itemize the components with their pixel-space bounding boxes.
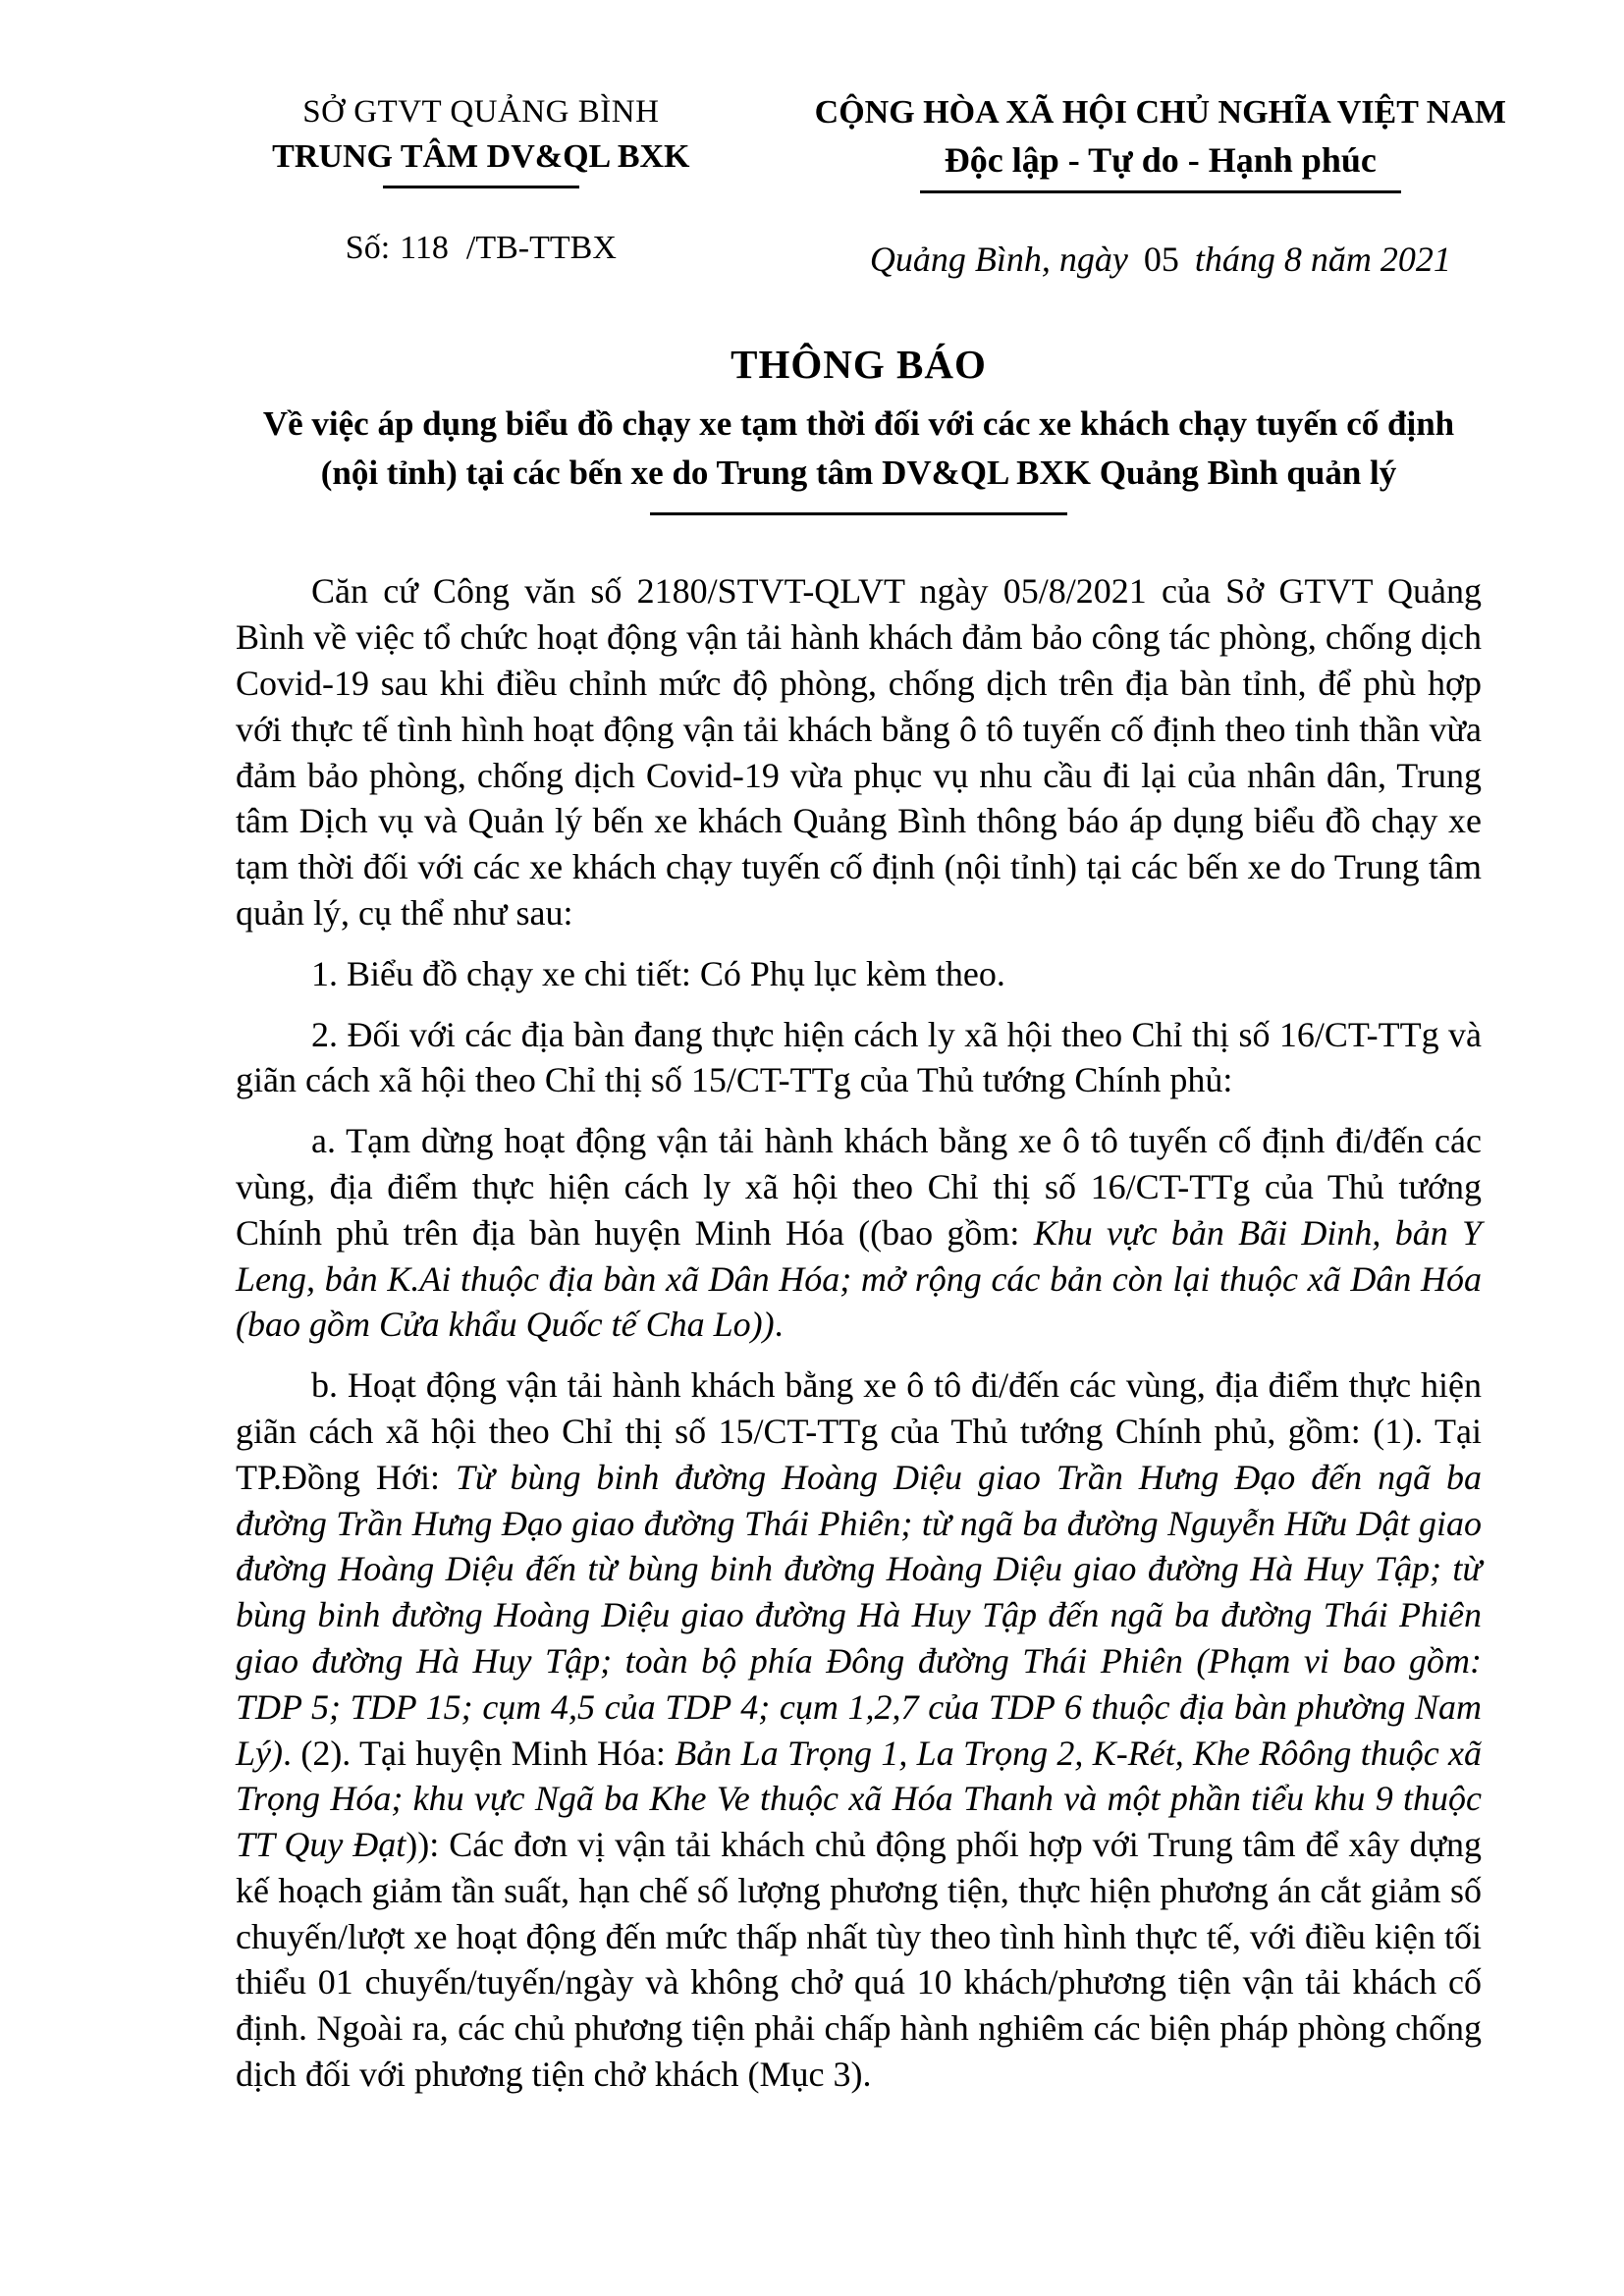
paragraph-item-1: 1. Biểu đồ chạy xe chi tiết: Có Phụ lục kèm theo. xyxy=(311,953,1005,993)
issuer-parent-org: SỞ GTVT QUẢNG BÌNH xyxy=(302,94,660,130)
paragraph-item-2a xyxy=(236,1118,1482,1348)
issuer-divider xyxy=(383,186,579,188)
issuer-block xyxy=(147,94,815,280)
document-header xyxy=(0,0,1624,280)
text-run: a. Tạm dừng hoạt động vận tải hành khách bằng xe ô tô tuyến cố định đi/đến các vùng, địa điểm thực hiện cách ly xã hội theo Chỉ thị số 16/CT-TTg của Thủ tướng Chính phủ trên địa bàn huyện Minh Hóa ((bao gồm: xyxy=(236,1121,1482,1253)
place-date-line xyxy=(815,239,1506,280)
doc-number-line xyxy=(147,230,815,267)
motto-divider xyxy=(920,190,1401,193)
date-day: 05 xyxy=(1143,240,1179,279)
text-run-italic: Bản La Trọng 1, La Trọng 2, K-Rét, Khe Rôông thuộc xã Trọng Hóa; khu vực Ngã ba Khe Ve thuộc xã Hóa Thanh và một phần tiểu khu 9 thuộc TT Quy Đạt xyxy=(236,1733,1482,1865)
text-run: )): Các đơn vị vận tải khách chủ động phối hợp với Trung tâm để xây dựng kế hoạch giảm tần suất, hạn chế số lượng phương tiện, thực hiện phương án cắt giảm số chuyến/lượt xe hoạt động đến mức thấp nhất tùy theo tình hình thực tế, với điều kiện tối thiểu 01 chuyến/tuyến/ngày và không chở quá 10 khách/phương tiện vận tải khách cố định. Ngoài ra, các chủ phương tiện phải chấp hành nghiêm các biện pháp phòng chống dịch đối với phương tiện chở khách (Mục 3). xyxy=(236,1825,1482,2095)
text-run-italic: Từ bùng binh đường Hoàng Diệu giao Trần Hưng Đạo đến ngã ba đường Trần Hưng Đạo giao đường Thái Phiên; từ ngã ba đường Nguyễn Hữu Dật giao đường Hoàng Diệu đến từ bùng binh đường Hoàng Diệu giao đường Hà Huy Tập; từ bùng binh đường Hoàng Diệu giao đường Hà Huy Tập đến ngã ba đường Thái Phiên giao đường Hà Huy Tập; toàn bộ phía Đông đường Thái Phiên (Phạm vi bao gồm: TDP 5; TDP 15; cụm 4,5 của TDP 4; cụm 1,2,7 của TDP 6 thuộc địa bàn phường Nam Lý) xyxy=(236,1457,1482,1773)
paragraph-item-2: 2. Đối với các địa bàn đang thực hiện cách ly xã hội theo Chỉ thị số 16/CT-TTg và giãn cách xã hội theo Chỉ thị số 15/CT-TTg của Thủ tướng Chính phủ: xyxy=(236,1014,1482,1100)
national-motto: Độc lập - Tự do - Hạnh phúc xyxy=(944,140,1377,180)
doc-number-value: 118 xyxy=(400,230,449,266)
doc-number-label: Số: xyxy=(345,230,391,266)
place-date-prefix: Quảng Bình, ngày xyxy=(869,240,1128,279)
text-run: . xyxy=(774,1305,784,1345)
issuer-org-name: TRUNG TÂM DV&QL BXK xyxy=(272,138,690,175)
text-run: . (2). Tại huyện Minh Hóa: xyxy=(283,1733,676,1773)
title-block xyxy=(0,341,1624,515)
country-name: CỘNG HÒA XÃ HỘI CHỦ NGHĨA VIỆT NAM xyxy=(814,94,1506,131)
doc-subject: Về việc áp dụng biểu đồ chạy xe tạm thời đối với các xe khách chạy tuyến cố định (nội tỉnh) tại các bến xe do Trung tâm DV&QL BXK Quảng Bình quản lý xyxy=(262,404,1455,492)
paragraph-item-2b xyxy=(236,1362,1482,2098)
text-run: b. Hoạt động vận tải hành khách bằng xe ô tô đi/đến các vùng, địa điểm thực hiện giãn cách xã hội theo Chỉ thị số 15/CT-TTg của Thủ tướng Chính phủ, gồm: (1). Tại TP.Đồng Hới: xyxy=(236,1365,1482,1497)
text-run-italic: Khu vực bản Bãi Dinh, bản Y Leng, bản K.Ai thuộc địa bàn xã Dân Hóa; mở rộng các bản còn lại thuộc xã Dân Hóa (bao gồm Cửa khẩu Quốc tế Cha Lo)) xyxy=(236,1212,1482,1345)
doc-number-suffix: /TB-TTBX xyxy=(465,230,617,266)
national-header-block xyxy=(815,94,1506,280)
document-body xyxy=(0,515,1624,2098)
doc-title: THÔNG BÁO xyxy=(731,342,987,387)
paragraph-can-cu: Căn cứ Công văn số 2180/STVT-QLVT ngày 05/8/2021 của Sở GTVT Quảng Bình về việc tổ chức hoạt động vận tải hành khách đảm bảo công tác phòng, chống dịch Covid-19 sau khi điều chỉnh mức độ phòng, chống dịch trên địa bàn tỉnh, để phù hợp với thực tế tình hình hoạt động vận tải khách bằng ô tô tuyến cố định theo tinh thần vừa đảm bảo phòng, chống dịch Covid-19 vừa phục vụ nhu cầu đi lại của nhân dân, Trung tâm Dịch vụ và Quản lý bến xe khách Quảng Bình thông báo áp dụng biểu đồ chạy xe tạm thời đối với các xe khách chạy tuyến cố định (nội tỉnh) tại các bến xe do Trung tâm quản lý, cụ thể như sau: xyxy=(236,571,1482,933)
place-date-suffix: tháng 8 năm 2021 xyxy=(1194,240,1451,279)
